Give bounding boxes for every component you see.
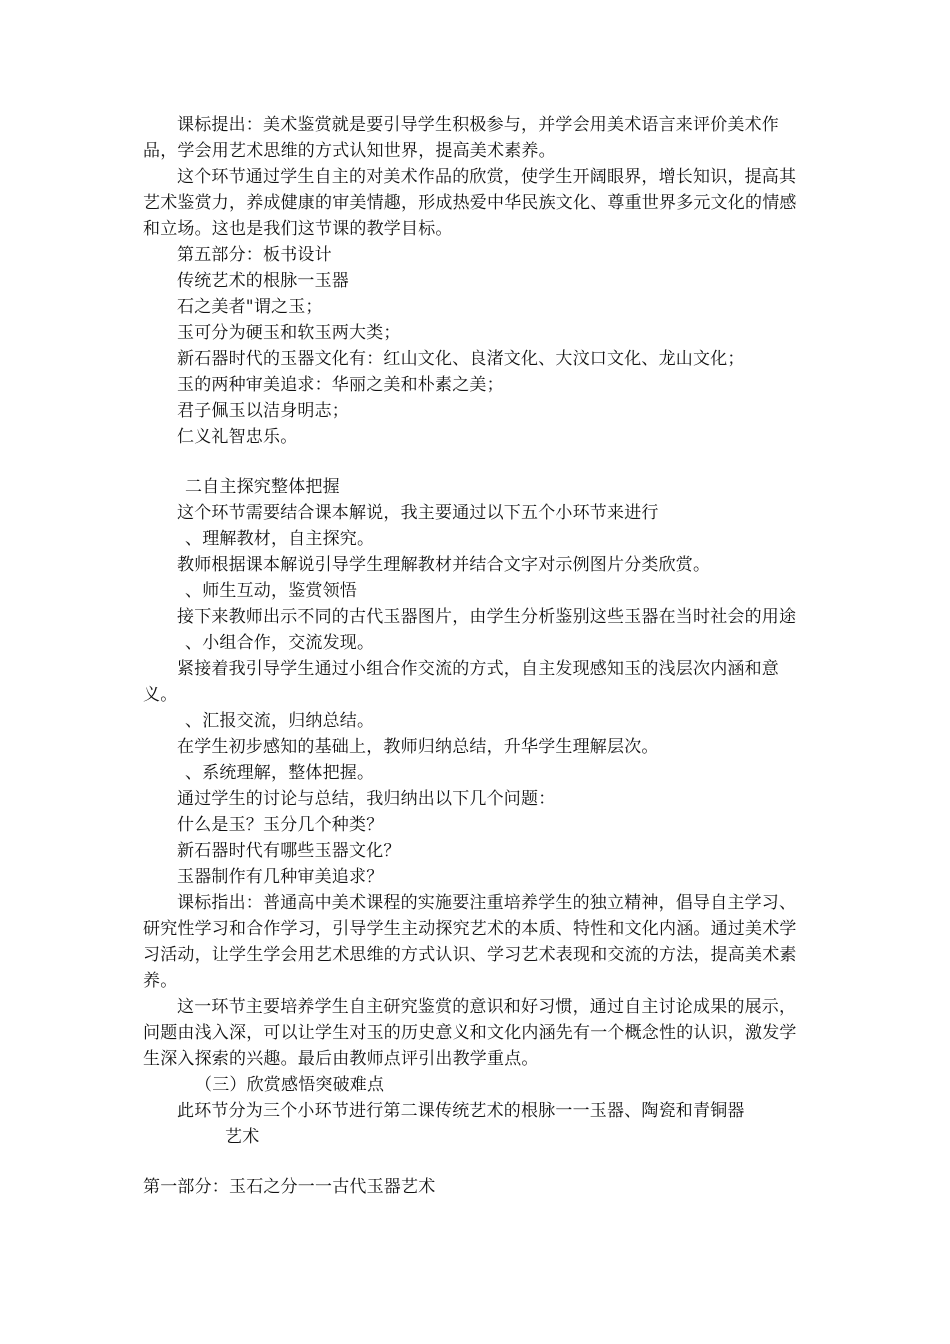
question-2: 新石器时代有哪些玉器文化？ <box>177 841 401 861</box>
board-line-1: 石之美者"谓之玉； <box>177 297 323 317</box>
step-4-text: 在学生初步感知的基础上，教师归纳总结，升华学生理解层次。 <box>177 737 659 757</box>
board-title: 传统艺术的根脉一玉器 <box>177 271 349 291</box>
heading-part-five: 第五部分：板书设计 <box>177 245 332 265</box>
heading-self-exploration: 二自主探究整体把握 <box>185 477 340 497</box>
paragraph-appreciation-goal: 这个环节通过学生自主的对美术作品的欣赏，使学生开阔眼界，增长知识，提高其艺术鉴赏力，养成健康的审美情趣，形成热爱中华民族文化、尊重世界多元文化的情感和立场。这也是我们这节课的教学目标。 <box>143 167 797 239</box>
paragraph-curriculum-guidance: 课标指出：普通高中美术课程的实施要注重培养学生的独立精神，倡导自主学习、研究性学习和合作学习，引导学生主动探究艺术的本质、特性和文化内涵。通过美术学习活动，让学生学会用艺术思维的方式认识、学习艺术表现和交流的方法，提高美术素养。 <box>143 893 797 991</box>
board-line-5: 君子佩玉以洁身明志； <box>177 401 349 421</box>
board-line-2: 玉可分为硬玉和软玉两大类； <box>177 323 401 343</box>
step-2-text: 接下来教师出示不同的古代玉器图片，由学生分析鉴别这些玉器在当时社会的用途 <box>177 607 797 627</box>
heading-appreciation: （三）欣赏感悟突破难点 <box>195 1075 385 1095</box>
board-line-6: 仁义礼智忠乐。 <box>177 427 298 447</box>
board-line-3: 新石器时代的玉器文化有：红山文化、良渚文化、大汶口文化、龙山文化； <box>177 349 745 369</box>
board-line-4: 玉的两种审美追求：华丽之美和朴素之美； <box>177 375 504 395</box>
paragraph-five-steps: 这个环节需要结合课本解说，我主要通过以下五个小环节来进行 <box>177 503 659 523</box>
step-3-title: 、小组合作，交流发现。 <box>185 633 375 653</box>
paragraph-three-steps: 此环节分为三个小环节进行第二课传统艺术的根脉一一玉器、陶瓷和青铜器 <box>177 1101 745 1121</box>
step-4-title: 、汇报交流，归纳总结。 <box>185 711 375 731</box>
step-5-title: 、系统理解，整体把握。 <box>185 763 375 783</box>
step-1-text: 教师根据课本解说引导学生理解教材并结合文字对示例图片分类欣赏。 <box>177 555 711 575</box>
heading-part-one: 第一部分：玉石之分一一古代玉器艺术 <box>143 1177 436 1197</box>
paragraph-three-steps-continuation: 艺术 <box>225 1127 260 1147</box>
step-1-title: 、理解教材，自主探究。 <box>185 529 375 549</box>
question-1: 什么是玉？玉分几个种类？ <box>177 815 384 835</box>
step-5-text: 通过学生的讨论与总结，我归纳出以下几个问题： <box>177 789 556 809</box>
step-3-text: 紧接着我引导学生通过小组合作交流的方式，自主发现感知玉的浅层次内涵和意义。 <box>143 659 779 705</box>
question-3: 玉器制作有几种审美追求？ <box>177 867 384 887</box>
document-body <box>143 112 813 1200</box>
step-2-title: 、师生互动，鉴赏领悟 <box>185 581 357 601</box>
paragraph-curriculum-standard: 课标提出：美术鉴赏就是要引导学生积极参与，并学会用美术语言来评价美术作品，学会用艺术思维的方式认知世界，提高美术素养。 <box>143 115 779 161</box>
paragraph-step-purpose: 这一环节主要培养学生自主研究鉴赏的意识和好习惯，通过自主讨论成果的展示，问题由浅入深，可以让学生对玉的历史意义和文化内涵先有一个概念性的认识，激发学生深入探索的兴趣。最后由教师点评引出教学重点。 <box>143 997 797 1069</box>
